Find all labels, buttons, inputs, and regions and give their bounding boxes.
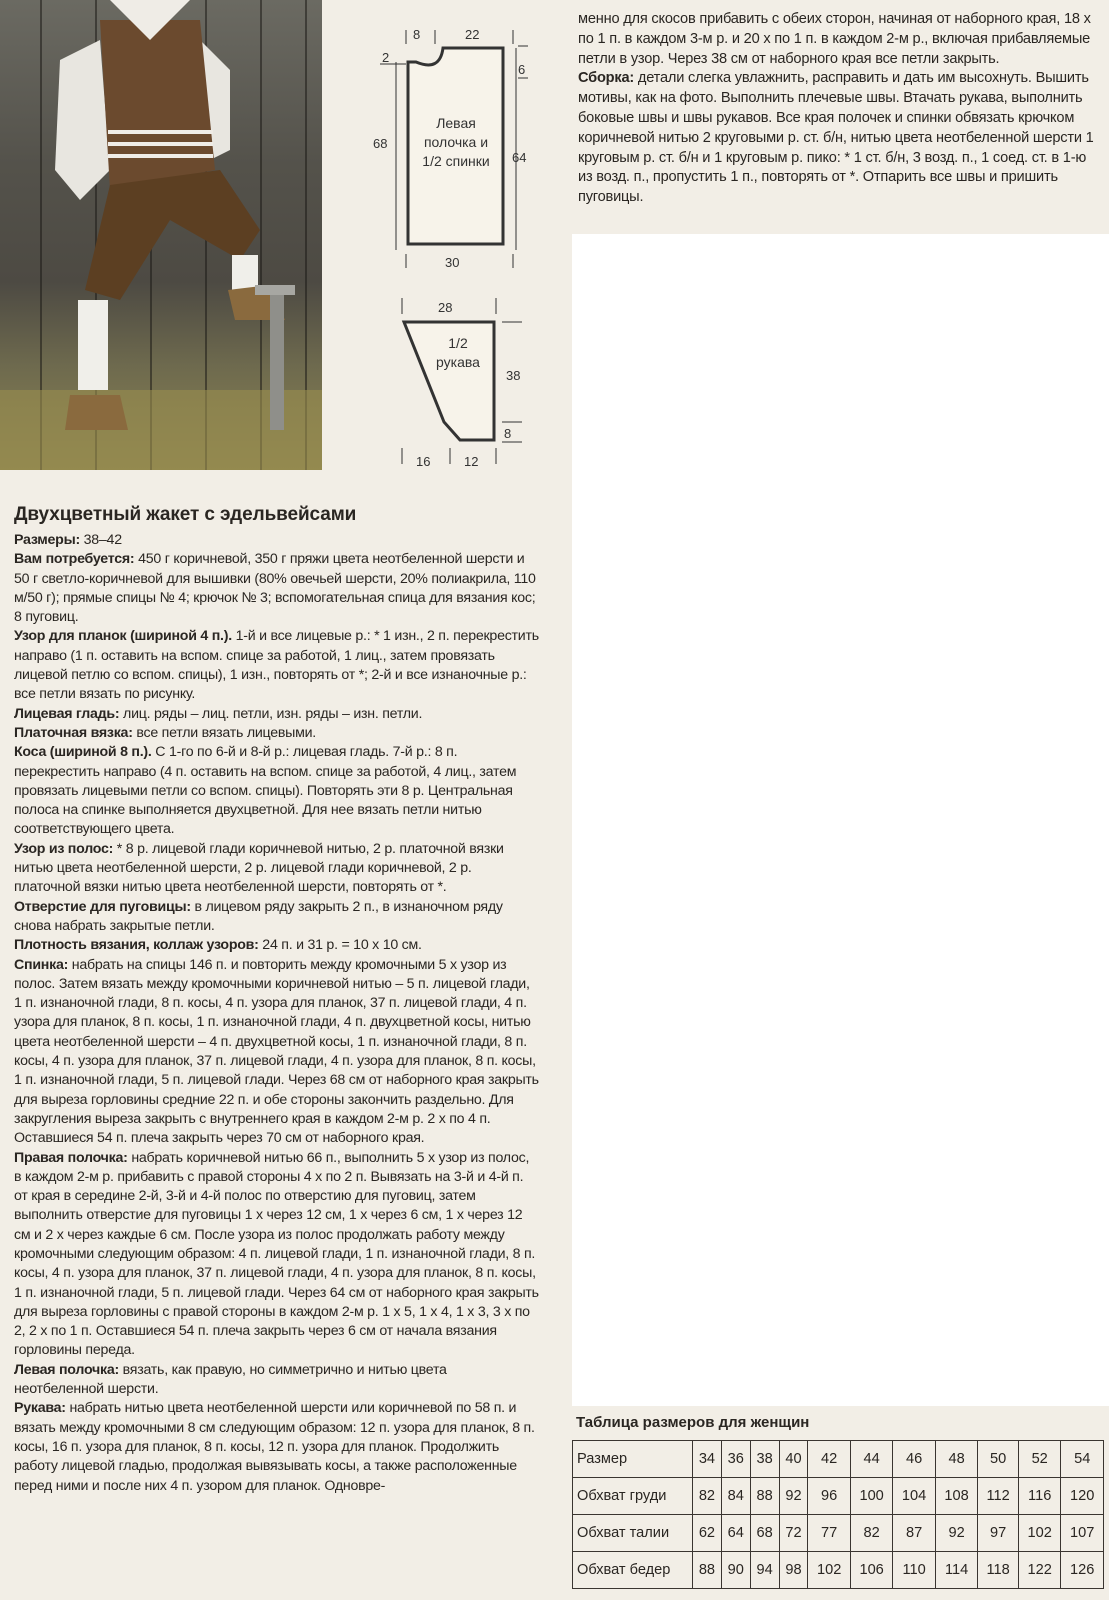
back-label: Спинка: [14,956,69,973]
table-cell: 82 [693,1478,722,1515]
front-dim-bottom: 30 [445,255,460,270]
table-row-label: Обхват талии [573,1515,693,1552]
sleeves-label: Рукава: [14,1400,66,1417]
continuation-paragraph: менно для скосов прибавить с обеих сторон, начиная от наборного края, 18 х по 1 п. в каждом 3-м р. и 20 х по 1 п. в каждом 2-м р., включая прибавляемые петли в узор. Через 38 см от наборного края все петли закрыть. [578,11,1091,67]
table-cell: 97 [978,1515,1019,1552]
assembly-text: детали слегка увлажнить, расправить и дать им высохнуть. Вышить мотивы, как на фото. Выполнить плечевые швы. Втачать рукава, выполнить боковые швы и швы рукавов. Все края полочек и спинки обвязать крючком коричневой нитью 2 круговыми р. ст. б/н, нитью цвета неотбеленной шерсти 1 круговым р. ст. б/н и 1 круговым р. пико: * 1 ст. б/н, 3 возд. п., 1 соед. ст. в 1-ю из возд. п., пропустить 1 п., повторять от *. Отпарить все швы и пришить пуговицы. [578,70,1094,206]
model-photo [0,0,322,470]
table-cell: 40 [779,1441,808,1478]
cable-paragraph [14,743,539,839]
table-cell: 62 [693,1515,722,1552]
garter-text: все петли вязать лицевыми. [132,724,316,741]
sleeve-label-2: рукава [436,354,480,370]
garter-label: Платочная вязка: [14,724,133,741]
table-cell: 92 [779,1478,808,1515]
stripes-label: Узор из полос: [14,840,114,857]
table-cell: 77 [808,1515,850,1552]
model-figure [0,0,322,470]
table-cell: 88 [750,1478,779,1515]
materials-text: 450 г коричневой, 350 г пряжи цвета неотбеленной шерсти и 50 г светло-коричневой для вышивки (80% овечьей шерсти, 20% полиакрила, 110 м/50 г); прямые спицы № 4; крючок № 3; вспомогательная спица для вязания кос; 8 пуговиц. [14,551,536,626]
cable-label: Коса (шириной 8 п.). [14,744,152,761]
sleeve-dim-height: 38 [506,368,521,383]
size-table-grid [572,1440,1104,1589]
table-row [573,1478,1104,1515]
cable-text: С 1-го по 6-й и 8-й р.: лицевая гладь. 7-й р.: 8 п. перекрестить направо (4 п. оставить на вспом. спице за работой, 4 лиц., затем провязать лицевыми петли со вспом. спицы). Повторять эти 8 р. Центральная полоса на спинке выполняется двухцветной. Для нее вязать петли нитью соответствующего цвета. [14,744,517,838]
table-row [573,1441,1104,1478]
stockinette-text: лиц. ряды – лиц. петли, изн. ряды – изн. петли. [119,705,423,722]
buttonhole-text: в лицевом ряду закрыть 2 п., в изнаночном ряду снова набрать закрытые петли. [14,898,503,934]
gauge-label: Плотность вязания, коллаж узоров: [14,937,259,954]
front-dim-right-height: 64 [512,150,527,165]
table-cell: 46 [893,1441,935,1478]
table-cell: 106 [850,1552,892,1589]
table-cell: 118 [978,1552,1019,1589]
table-cell: 122 [1018,1552,1060,1589]
table-cell: 88 [693,1552,722,1589]
table-cell: 72 [779,1515,808,1552]
sleeve-label-1: 1/2 [448,335,468,351]
front-dim-shoulder: 6 [518,62,526,77]
table-cell: 87 [893,1515,935,1552]
blank-paper-area [572,234,1109,1406]
assembly-label: Сборка: [578,70,635,87]
table-cell: 82 [850,1515,892,1552]
sizes-label: Размеры: [14,532,80,548]
assembly-paragraph [578,69,1098,208]
table-row-label: Размер [573,1441,693,1478]
table-cell: 64 [721,1515,750,1552]
table-row [573,1552,1104,1589]
sleeves-paragraph [14,1399,539,1495]
table-cell: 96 [808,1478,850,1515]
table-cell: 104 [893,1478,935,1515]
materials-paragraph [14,550,539,627]
right-front-paragraph [14,1149,539,1361]
table-cell: 68 [750,1515,779,1552]
sizes-paragraph [14,531,539,550]
table-cell: 92 [935,1515,977,1552]
table-cell: 102 [1018,1515,1060,1552]
table-cell: 34 [693,1441,722,1478]
front-label-1: Левая [436,115,476,131]
table-cell: 38 [750,1441,779,1478]
table-cell: 36 [721,1441,750,1478]
table-cell: 107 [1061,1515,1104,1552]
front-dim-neck-drop: 2 [382,50,390,65]
table-cell: 98 [779,1552,808,1589]
sleeve-dim-top: 28 [438,300,453,315]
table-cell: 110 [893,1552,935,1589]
table-cell: 116 [1018,1478,1060,1515]
back-text: набрать на спицы 146 п. и повторить между кромочными 5 х узор из полос. Затем вязать между кромочными коричневой нитью – 5 п. лицевой глади, 1 п. изнаночной глади, 8 п. косы, 4 п. узора для планок, 37 п. лицевой глади, 4 п. узора для планок, 8 п. косы, 1 п. изнаночной глади, 4 п. двухцветной косы, нитью цвета неотбеленной шерсти – 4 п. двухцветной косы, 1 п. изнаночной глади, 8 п. косы, 4 п. узора для планок, 37 п. лицевой глади, 4 п. узора для планок, 8 п. косы, 1 п. изнаночной глади, 5 п. лицевой глади. Через 68 см от наборного края закрыть для выреза горловины средние 22 п. и обе стороны закончить раздельно. Для закругления выреза закрыть с внутреннего края в каждом 2-м р. 2 х по 4 п. Оставшиеся 54 п. плеча закрыть через 70 см от наборного края. [14,956,539,1147]
continuation-text [578,10,1098,208]
front-label-3: 1/2 спинки [422,153,490,169]
front-dim-left-height: 68 [373,136,388,151]
gauge-paragraph [14,936,539,955]
sizes-text: 38–42 [79,532,122,548]
table-cell: 100 [850,1478,892,1515]
article [14,503,539,1496]
buttonhole-paragraph [14,898,539,937]
front-label-2: полочка и [423,134,489,150]
buttonhole-label: Отверстие для пуговицы: [14,898,191,915]
table-cell: 50 [978,1441,1019,1478]
garter-paragraph [14,724,539,743]
table-row-label: Обхват груди [573,1478,693,1515]
table-cell: 54 [1061,1441,1104,1478]
plank-pattern-label: Узор для планок (шириной 4 п.). [14,628,232,645]
article-title: Двухцветный жакет с эдельвейсами [14,504,357,525]
table-cell: 84 [721,1478,750,1515]
sleeve-dim-cuff: 8 [504,426,512,441]
stockinette-paragraph [14,705,539,724]
left-front-label: Левая полочка: [14,1361,119,1378]
table-cell: 112 [978,1478,1019,1515]
left-front-text: вязать, как правую, но симметрично и нитью цвета неотбеленной шерсти. [14,1361,447,1398]
table-cell: 94 [750,1552,779,1589]
plank-pattern-paragraph [14,627,539,704]
back-paragraph [14,956,539,1149]
front-dim-top-left: 8 [413,27,421,42]
gauge-text: 24 п. и 31 р. = 10 х 10 см. [258,937,422,954]
table-cell: 48 [935,1441,977,1478]
right-front-text: набрать коричневой нитью 66 п., выполнить 5 х узор из полос, в каждом 2-м р. прибавить с правой стороны 4 х по 2 п. Вывязать на 3-й и 4-й п. от края в середине 2-й, 3-й и 4-й полос по отверстию для пуговиц, затем выполнить отверстие для пуговицы 1 х через 12 см, 1 х через 6 см, 1 х через 12 см и 2 х через каждые 6 см. После узора из полос продолжать работу между кромочными следующим образом: 4 п. лицевой глади, 1 п. изнаночной глади, 8 п. косы, 4 п. узора для планок, 37 п. лицевой глади, 4 п. узора для планок, 8 п. косы, 1 п. изнаночной глади, 5 п. лицевой глади. Через 64 см от наборного края закрыть для выреза горловины с правой стороны в каждом 2-м р. 1 х 5, 1 х 4, 1 х 3, 3 х по 2, 2 х по 1 п. Оставшиеся 54 п. плеча закрыть через 6 см от начала вязания горловины переда. [14,1149,539,1359]
front-dim-top-right: 22 [465,27,480,42]
stockinette-label: Лицевая гладь: [14,705,120,722]
materials-label: Вам потребуется: [14,551,135,568]
plank-pattern-text: 1-й и все лицевые р.: * 1 изн., 2 п. перекрестить направо (1 п. оставить на вспом. спице за работой, 1 лиц., затем провязать лицевой петлю со вспом. спицы), 1 изн., повторять от *; 2-й и все изнаночные р.: все петли вязать по рисунку. [14,628,539,703]
front-panel-diagram [368,22,548,282]
stripes-paragraph [14,840,539,898]
size-table-caption: Таблица размеров для женщин [576,1414,810,1431]
table-cell: 102 [808,1552,850,1589]
sleeve-dim-bottom-right: 12 [464,454,479,469]
table-cell: 90 [721,1552,750,1589]
table-cell: 52 [1018,1441,1060,1478]
table-cell: 120 [1061,1478,1104,1515]
sleeve-dim-bottom-left: 16 [416,454,431,469]
table-cell: 108 [935,1478,977,1515]
table-cell: 42 [808,1441,850,1478]
size-table [572,1410,1104,1596]
left-front-paragraph [14,1361,539,1400]
table-row-label: Обхват бедер [573,1552,693,1589]
table-cell: 126 [1061,1552,1104,1589]
table-cell: 44 [850,1441,892,1478]
sleeves-text: набрать нитью цвета неотбеленной шерсти или коричневой по 58 п. и вязать между кромочными 8 см следующим образом: 12 п. узора для планок, 8 п. косы, 16 п. узора для планок, 8 п. косы, 12 п. узора для планок. Продолжить работу лицевой гладью, продолжая вывязывать косы, а также расположенные перед ними и после них 4 п. узором для планок. Одновре- [14,1400,535,1494]
table-cell: 114 [935,1552,977,1589]
right-front-label: Правая полочка: [14,1149,128,1166]
stripes-text: * 8 р. лицевой глади коричневой нитью, 2 р. платочной вязки нитью цвета неотбеленной шерсти, 2 р. лицевой глади коричневой, 2 р. платочной вязки нитью цвета неотбеленной шерсти, повторять от *. [14,840,504,896]
sleeve-diagram [398,292,548,482]
table-row [573,1515,1104,1552]
